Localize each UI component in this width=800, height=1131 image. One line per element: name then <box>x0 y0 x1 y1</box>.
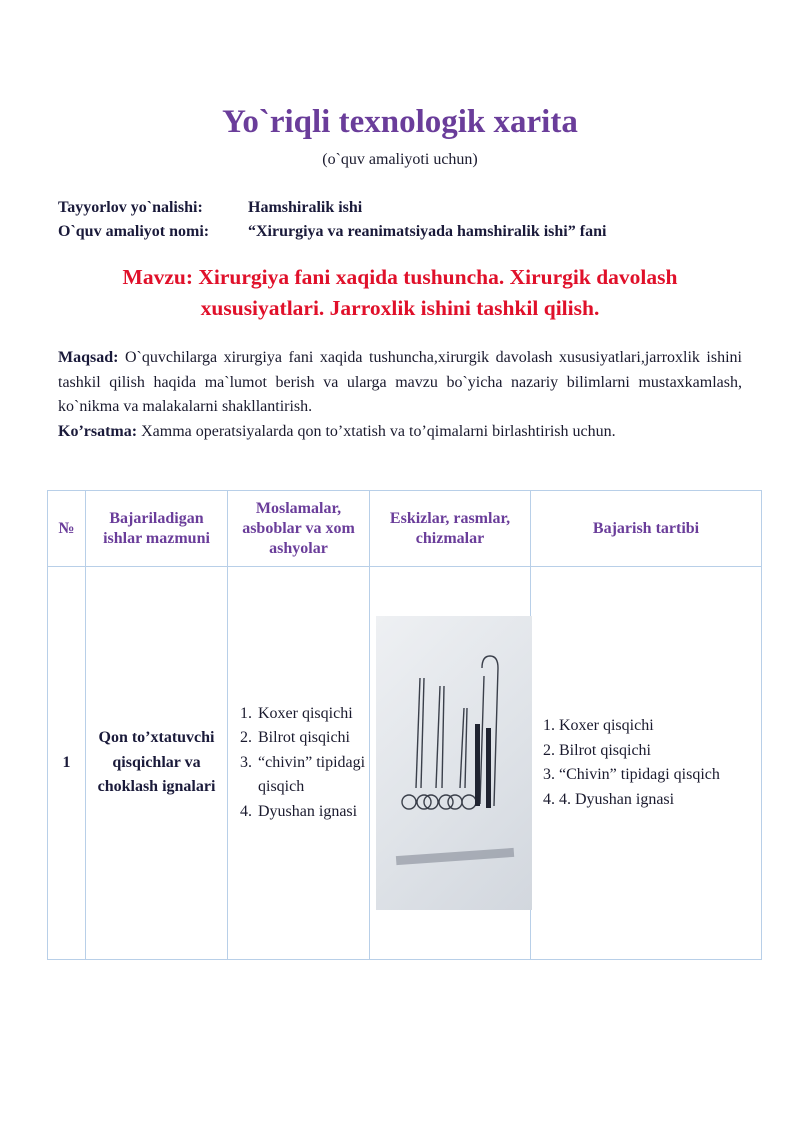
meta-direction-row <box>58 196 606 220</box>
meta-practice-row <box>58 220 606 244</box>
row-tools-cell <box>228 567 370 960</box>
meta-practice-value: “Xirurgiya va reanimatsiyada hamshiralik ishi” fani <box>248 223 607 240</box>
procedure-list-item: 3. “Chivin” tipidagi qisqich <box>559 763 761 788</box>
header-tools: Moslamalar, asboblar va xom ashyolar <box>228 491 370 567</box>
technology-map-table <box>47 490 762 960</box>
document-title: Yo`riqli texnologik xarita <box>222 104 578 140</box>
goal-text: O`quvchilarga xirurgiya fani xaqida tushuncha,xirurgik davolash xususiyatlari,jarroxlik ishini tashkil qilish haqida ma`lumot berish va ularga mavzu bo`yicha nazariy bilimlarni mustaxkamlash, ko`nikma va malakalarni shakllantirish. <box>58 349 742 415</box>
header-sketches: Eskizlar, rasmlar, chizmalar <box>370 491 531 567</box>
header-work-content: Bajariladigan ishlar mazmuni <box>86 491 228 567</box>
goal-label: Maqsad: <box>58 349 119 366</box>
meta-block <box>58 196 606 244</box>
row-procedure-cell <box>531 567 762 960</box>
goal-block <box>58 346 742 444</box>
row-number: 1 <box>48 567 86 960</box>
surgical-instruments-photo <box>376 616 532 910</box>
meta-direction-label: Tayyorlov yo`nalishi: <box>58 199 203 216</box>
instruction-paragraph <box>58 420 742 445</box>
tools-list-item: 3. “chivin” tipidagi qisqich <box>256 751 369 800</box>
header-number: № <box>48 491 86 567</box>
row-image-cell <box>370 567 531 960</box>
tools-list <box>228 702 369 825</box>
header-procedure: Bajarish tartibi <box>531 491 762 567</box>
procedure-list-item: 1. Koxer qisqichi <box>559 714 761 739</box>
meta-direction-value: Hamshiralik ishi <box>248 199 363 216</box>
document-subtitle: (o`quv amaliyoti uchun) <box>322 151 478 168</box>
procedure-list-item: 4. 4. Dyushan ignasi <box>559 788 761 813</box>
tools-list-item: 4. Dyushan ignasi <box>256 800 369 825</box>
table-header-row <box>48 491 762 567</box>
instruments-drawing <box>376 616 532 910</box>
procedure-list <box>531 714 761 812</box>
tools-list-item: 2. Bilrot qisqichi <box>256 726 369 751</box>
procedure-list-item: 2. Bilrot qisqichi <box>559 739 761 764</box>
meta-practice-label: O`quv amaliyot nomi: <box>58 223 210 240</box>
tools-list-item: 1. Koxer qisqichi <box>256 702 369 727</box>
instruction-text: Xamma operatsiyalarda qon to’xtatish va to’qimalarni birlashtirish uchun. <box>137 422 616 440</box>
table-row <box>48 567 762 960</box>
row-work-content: Qon to’xtatuvchi qisqichlar va choklash ignalari <box>86 567 228 960</box>
instruction-label: Ko’rsatma: <box>58 422 138 440</box>
topic-heading: Mavzu: Xirurgiya fani xaqida tushuncha. Xirurgik davolash xususiyatlari. Jarroxlik ishini tashkil qilish. <box>122 265 678 320</box>
goal-paragraph <box>58 346 742 420</box>
